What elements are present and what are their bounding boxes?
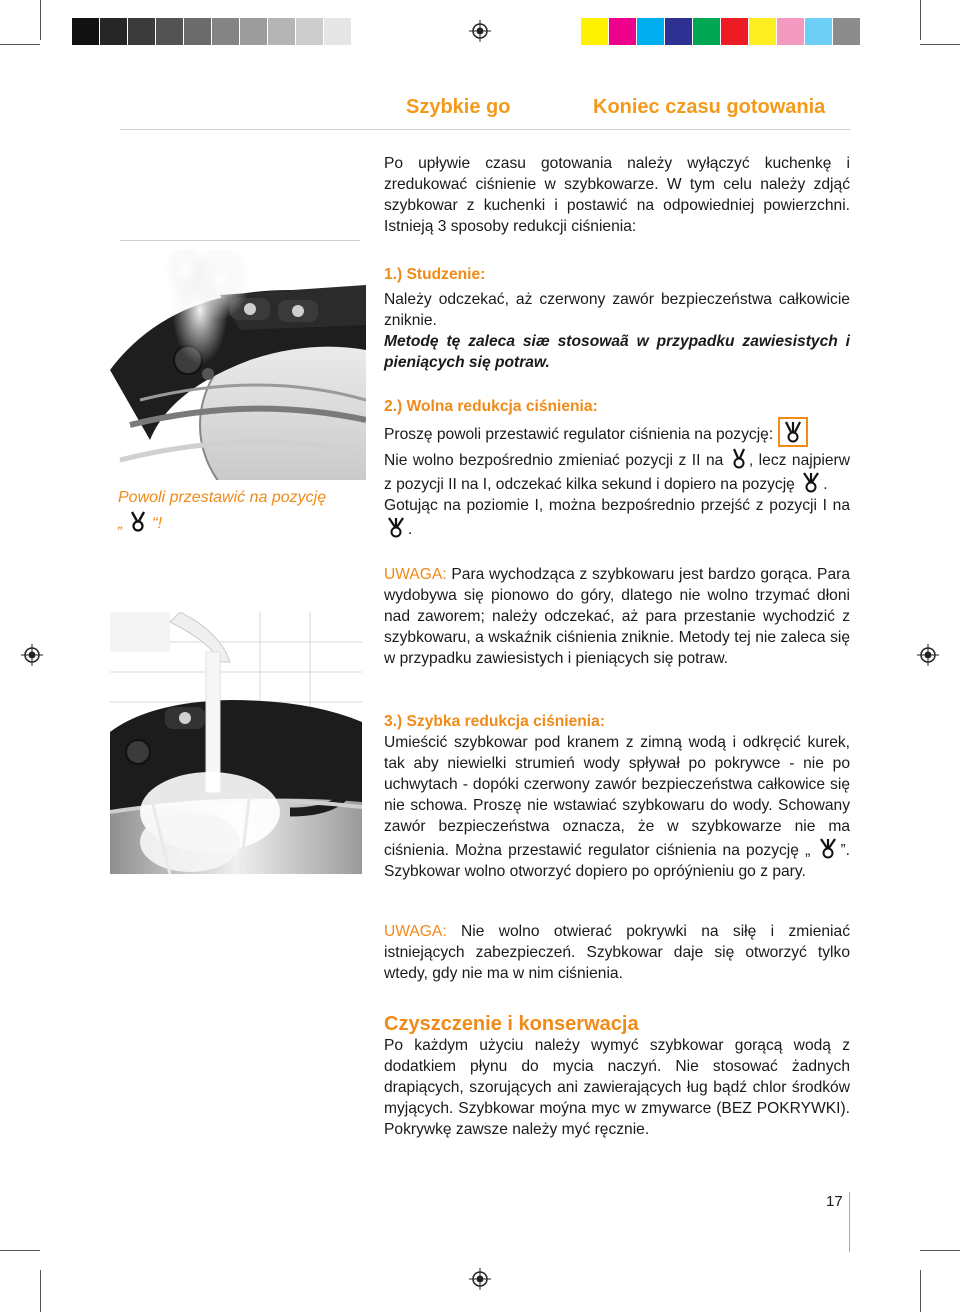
color-swatch bbox=[777, 18, 804, 45]
image-divider bbox=[120, 240, 360, 241]
section-fast-release bbox=[384, 711, 850, 882]
warning-label: UWAGA: bbox=[384, 923, 447, 940]
color-swatch bbox=[581, 18, 608, 45]
section-text-part: ”. Szybkowar wolno otworzyć dopiero po opróýnieniu go z pary. bbox=[384, 842, 850, 880]
gray-swatch bbox=[184, 18, 211, 45]
color-swatch bbox=[665, 18, 692, 45]
warning-steam bbox=[384, 564, 850, 669]
registration-mark-icon bbox=[469, 1268, 491, 1290]
page-number: 17 bbox=[826, 1193, 843, 1210]
steam-release-icon bbox=[778, 417, 808, 447]
gray-swatch bbox=[128, 18, 155, 45]
gray-swatch bbox=[156, 18, 183, 45]
section-cleaning bbox=[384, 1014, 850, 1140]
steam-release-icon bbox=[384, 516, 408, 538]
section-text bbox=[384, 447, 850, 495]
caption-prefix: „ bbox=[118, 515, 124, 532]
section-title: 3.) Szybka redukcja ciśnienia: bbox=[384, 713, 606, 730]
section-title: 1.) Studzenie: bbox=[384, 266, 486, 283]
image-caption bbox=[118, 486, 368, 536]
color-swatch bbox=[805, 18, 832, 45]
page-title: Koniec czasu gotowania bbox=[593, 96, 826, 118]
section-cooling bbox=[384, 264, 850, 373]
section-text-part: Nie wolno bezpośrednio zmieniać pozycji z II na bbox=[384, 452, 724, 469]
section-text-part: , lecz najpierw z pozycji II na I, odczekać kilka sekund i dopiero na pozycję bbox=[384, 452, 850, 493]
section-text bbox=[384, 732, 850, 882]
cooker-under-tap-photo bbox=[110, 612, 362, 874]
color-swatch bbox=[721, 18, 748, 45]
steam-release-icon bbox=[816, 837, 840, 859]
warning-label: UWAGA: bbox=[384, 566, 447, 583]
page-number-rule bbox=[849, 1192, 850, 1252]
gray-swatch bbox=[212, 18, 239, 45]
section-text bbox=[384, 495, 850, 540]
section-body: Po każdym użyciu należy wymyć szybkowar gorącą wodą z dodatkiem płynu do mycia naczyń. Nie stosować żadnych drapiących, szorujących ani zawierających ług bądź chlor środków myjących. Szybkowar moýna myc w zmywarce (BEZ POKRYWKI). Pokrywkę zawsze należy myć ręcznie. bbox=[384, 1037, 850, 1138]
section-slow-release bbox=[384, 396, 850, 540]
steam-release-icon bbox=[799, 471, 823, 493]
gray-swatch bbox=[100, 18, 127, 45]
intro-paragraph: Po upływie czasu gotowania należy wyłączyć kuchenkę i zredukować ciśnienie w szybkowarze. W tym celu należy zdjąć szybkowar z kuchenki i postawić na odpowiedniej powierzchni. Istnieją 3 sposoby redukcji ciśnienia: bbox=[384, 155, 850, 235]
section-text-part: Gotując na poziomie I, można bezpośrednio przejść z pozycji I na bbox=[384, 497, 850, 514]
caption-suffix: “! bbox=[152, 515, 163, 532]
section-note: Metodę tę zaleca siæ stosowaã w przypadku zawiesistych i pieniących się potraw. bbox=[384, 333, 850, 371]
gray-swatch bbox=[324, 18, 351, 45]
section-body: Należy odczekać, aż czerwony zawór bezpieczeństwa całkowicie zniknie. bbox=[384, 291, 850, 329]
section-text-part: Umieścić szybkowar pod kranem z zimną wodą i odkręcić kurek, tak aby niewielki strumień wody spływał po pokrywce - nie po uchwytach - dopóki czerwony zawór bezpieczeństwa całkowice się nie schowa. Proszę nie wstawiać szybkowaru do wody. Schowany zawór bezpieczeństwa oznacza, że w szybkowarze nie ma ciśnienia. Można przestawić regulator ciśnienia na pozycję „ bbox=[384, 734, 850, 859]
section-text-part: Proszę powoli przestawić regulator ciśnienia na pozycję: bbox=[384, 426, 774, 443]
cooker-steam-photo bbox=[110, 250, 366, 480]
warning-lid bbox=[384, 921, 850, 984]
color-swatch bbox=[693, 18, 720, 45]
registration-mark-icon bbox=[21, 644, 43, 666]
gray-swatch bbox=[268, 18, 295, 45]
color-swatch bbox=[637, 18, 664, 45]
registration-mark-icon bbox=[917, 644, 939, 666]
registration-mark-icon bbox=[469, 20, 491, 42]
warning-text: Para wychodząca z szybkowaru jest bardzo gorąca. Para wydobywa się pionowo do góry, dlatego nie wolno trzymać dłoni nad zaworem; należy odczekać, aż para przestanie wychodzić z szybkowaru, a wskaźnik ciśnienia zniknie. Metody tej nie zaleca się w przypadku zawiesistych i pieniących się potraw. bbox=[384, 566, 850, 667]
color-swatch bbox=[749, 18, 776, 45]
color-swatch bbox=[609, 18, 636, 45]
gray-swatch bbox=[296, 18, 323, 45]
section-heading: Czyszczenie i konserwacja bbox=[384, 1013, 639, 1035]
section-text bbox=[384, 417, 850, 447]
running-header-left: Szybkie go bbox=[406, 96, 511, 118]
caption-line: Powoli przestawić na pozycję bbox=[118, 489, 327, 506]
steam-release-icon bbox=[729, 447, 749, 469]
warning-text: Nie wolno otwierać pokrywki na siłę i zmieniać istniejących zabezpieczeń. Szybkowar daje się otworzyć tylko wtedy, gdy nie ma w nim ciśnienia. bbox=[384, 923, 850, 982]
gray-swatch bbox=[72, 18, 99, 45]
gray-swatch bbox=[240, 18, 267, 45]
section-text-part: . bbox=[408, 521, 413, 538]
header-divider bbox=[120, 129, 850, 130]
section-title: 2.) Wolna redukcja ciśnienia: bbox=[384, 398, 598, 415]
section-text-part: . bbox=[823, 476, 828, 493]
steam-release-icon bbox=[128, 510, 148, 532]
color-swatch bbox=[833, 18, 860, 45]
